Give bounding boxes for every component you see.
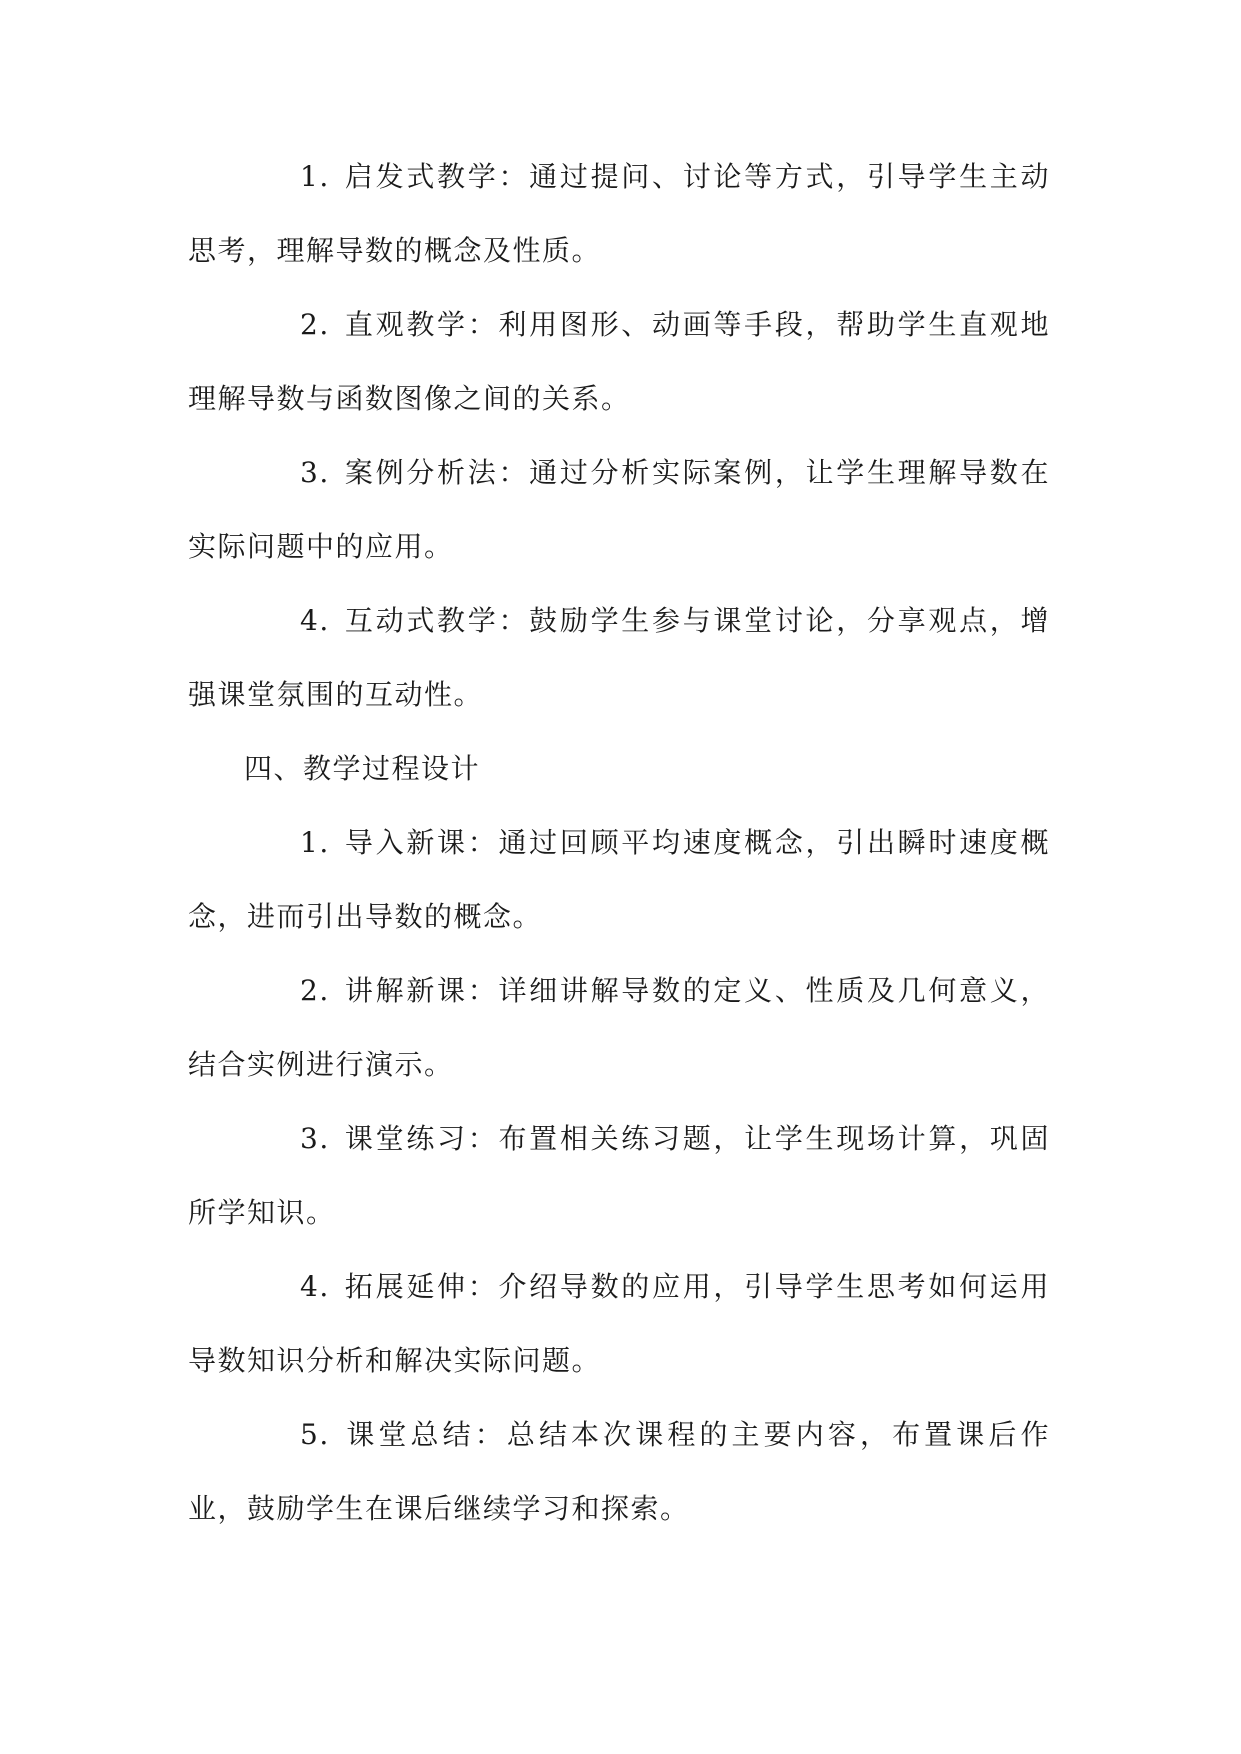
paragraph-method-1 [188, 140, 1050, 288]
paragraph-text: 课堂总结：总结本次课程的主要内容，布置课后作业，鼓励学生在课后继续学习和探索。 [188, 1418, 1050, 1525]
paragraph-text: 互动式教学：鼓励学生参与课堂讨论，分享观点，增强课堂氛围的互动性。 [188, 604, 1050, 711]
paragraph-text: 拓展延伸：介绍导数的应用，引导学生思考如何运用导数知识分析和解决实际问题。 [188, 1270, 1050, 1377]
item-number: 4. [300, 1270, 330, 1303]
paragraph-process-1 [188, 806, 1050, 954]
paragraph-text: 课堂练习：布置相关练习题，让学生现场计算，巩固所学知识。 [188, 1122, 1050, 1229]
paragraph-method-2 [188, 288, 1050, 436]
section-heading-text: 四、教学过程设计 [244, 752, 481, 785]
paragraph-text: 导入新课：通过回顾平均速度概念，引出瞬时速度概念，进而引出导数的概念。 [188, 826, 1050, 933]
paragraph-process-2 [188, 954, 1050, 1102]
item-number: 2. [300, 974, 330, 1007]
paragraph-process-4 [188, 1250, 1050, 1398]
item-number: 1. [300, 160, 330, 193]
item-number: 3. [300, 456, 330, 489]
paragraph-text: 启发式教学：通过提问、讨论等方式，引导学生主动思考，理解导数的概念及性质。 [188, 160, 1050, 267]
item-number: 4. [300, 604, 330, 637]
document-body [188, 140, 1050, 1546]
item-number: 2. [300, 308, 330, 341]
section-heading [188, 732, 1050, 806]
paragraph-process-3 [188, 1102, 1050, 1250]
paragraph-text: 讲解新课：详细讲解导数的定义、性质及几何意义，结合实例进行演示。 [188, 974, 1050, 1081]
paragraph-method-4 [188, 584, 1050, 732]
paragraph-process-5 [188, 1398, 1050, 1546]
item-number: 1. [300, 826, 330, 859]
item-number: 3. [300, 1122, 330, 1155]
item-number: 5. [300, 1418, 330, 1451]
paragraph-method-3 [188, 436, 1050, 584]
paragraph-text: 案例分析法：通过分析实际案例，让学生理解导数在实际问题中的应用。 [188, 456, 1050, 563]
paragraph-text: 直观教学：利用图形、动画等手段，帮助学生直观地理解导数与函数图像之间的关系。 [188, 308, 1050, 415]
